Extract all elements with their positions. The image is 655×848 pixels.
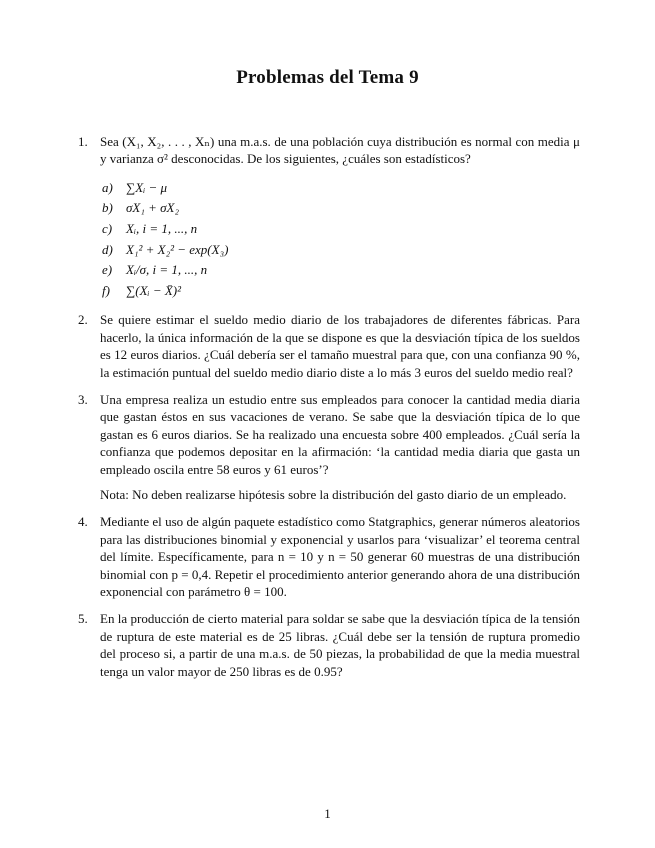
option-label: a) — [102, 179, 113, 195]
problem-number: 4. — [78, 514, 88, 530]
option-label: c) — [102, 221, 113, 236]
problem-text: En la producción de cierto material para soldar se sabe que la desviación típica de la tensión de ruptura de este material es de 25 libras. ¿Cuál debe ser la tensión de ruptura promedio del proceso si, a partir de una m.a.s. de 50 piezas, la probabilidad de que la media muestral tenga un valor mayor de 250 libras es de 0.95? — [100, 611, 580, 679]
option-label: d) — [102, 241, 113, 257]
problem-item — [78, 610, 580, 680]
problem-text: Se quiere estimar el sueldo medio diario de los trabajadores de diferentes fábricas. Para hacerlo, la única información de la que se dispone es que la desviación típica de los sueldos es 12 euros diarios. ¿Cuál debería ser el tamaño muestral para que, con una confianza 90 %, la estimación puntual del sueldo medio diario diste a lo más 3 euros del sueldo medio real? — [100, 312, 580, 380]
option-item — [102, 219, 580, 240]
option-expression: Xᵢ/σ, i = 1, ..., n — [126, 262, 208, 278]
option-item — [102, 240, 580, 261]
problem-text: Una empresa realiza un estudio entre sus empleados para conocer la cantidad media diaria que gastan éstos en sus vacaciones de verano. Se sabe que la desviación típica de lo que gastan es 6 euros diarios. Se ha realizado una encuesta sobre 400 empleados. ¿Cuál sería la confianza que podemos depositar en la afirmación: ‘la cantidad media diaria que gasta un empleado oscila entre 58 euros y 61 euros’? — [100, 392, 580, 477]
problem-number: 2. — [78, 312, 88, 328]
page-number: 1 — [324, 806, 331, 821]
option-label: e) — [102, 262, 113, 278]
option-label: b) — [102, 200, 113, 216]
option-expression: X₁² + X₂² − exp(X₃) — [126, 241, 229, 257]
option-expression: σX₁ + σX₂ — [126, 200, 180, 216]
problem-item — [78, 391, 580, 503]
problem-number: 5. — [78, 611, 88, 627]
option-expression: Xᵢ, i = 1, ..., n — [126, 221, 198, 236]
problem-text: Mediante el uso de algún paquete estadístico como Statgraphics, generar números aleatorios para las distribuciones binomial y exponencial y usarlos para ‘visualizar’ el teorema central del límite. Específicamente, para n = 10 y n = 50 generar 60 muestras de una distribución binomial con p = 0,4. Repetir el procedimiento anterior generando ahora de una distribución exponencial con parámetro θ = 100. — [100, 514, 580, 600]
problem-number: 3. — [78, 392, 88, 407]
option-item — [102, 260, 580, 281]
option-expression: ∑(Xᵢ − X̄)² — [126, 282, 182, 298]
option-expression: ∑Xᵢ − μ — [126, 179, 168, 195]
option-label: f) — [102, 282, 110, 298]
option-list — [102, 178, 580, 302]
problem-text: Sea (X₁, X₂, . . . , Xₙ) una m.a.s. de una población cuya distribución es normal con media μ y varianza σ² desconocidas. De los siguientes, ¿cuáles son estadísticos? — [100, 134, 580, 167]
option-item — [102, 281, 580, 302]
problem-item — [78, 513, 580, 600]
problem-number: 1. — [78, 134, 88, 149]
option-item — [102, 198, 580, 219]
problem-note: Nota: No deben realizarse hipótesis sobre la distribución del gasto diario de un empleado. — [100, 487, 567, 503]
option-item — [102, 178, 580, 199]
problem-item — [78, 311, 580, 381]
problem-list — [78, 133, 580, 690]
problem-item — [78, 133, 580, 301]
page-title: Problemas del Tema 9 — [236, 67, 419, 88]
